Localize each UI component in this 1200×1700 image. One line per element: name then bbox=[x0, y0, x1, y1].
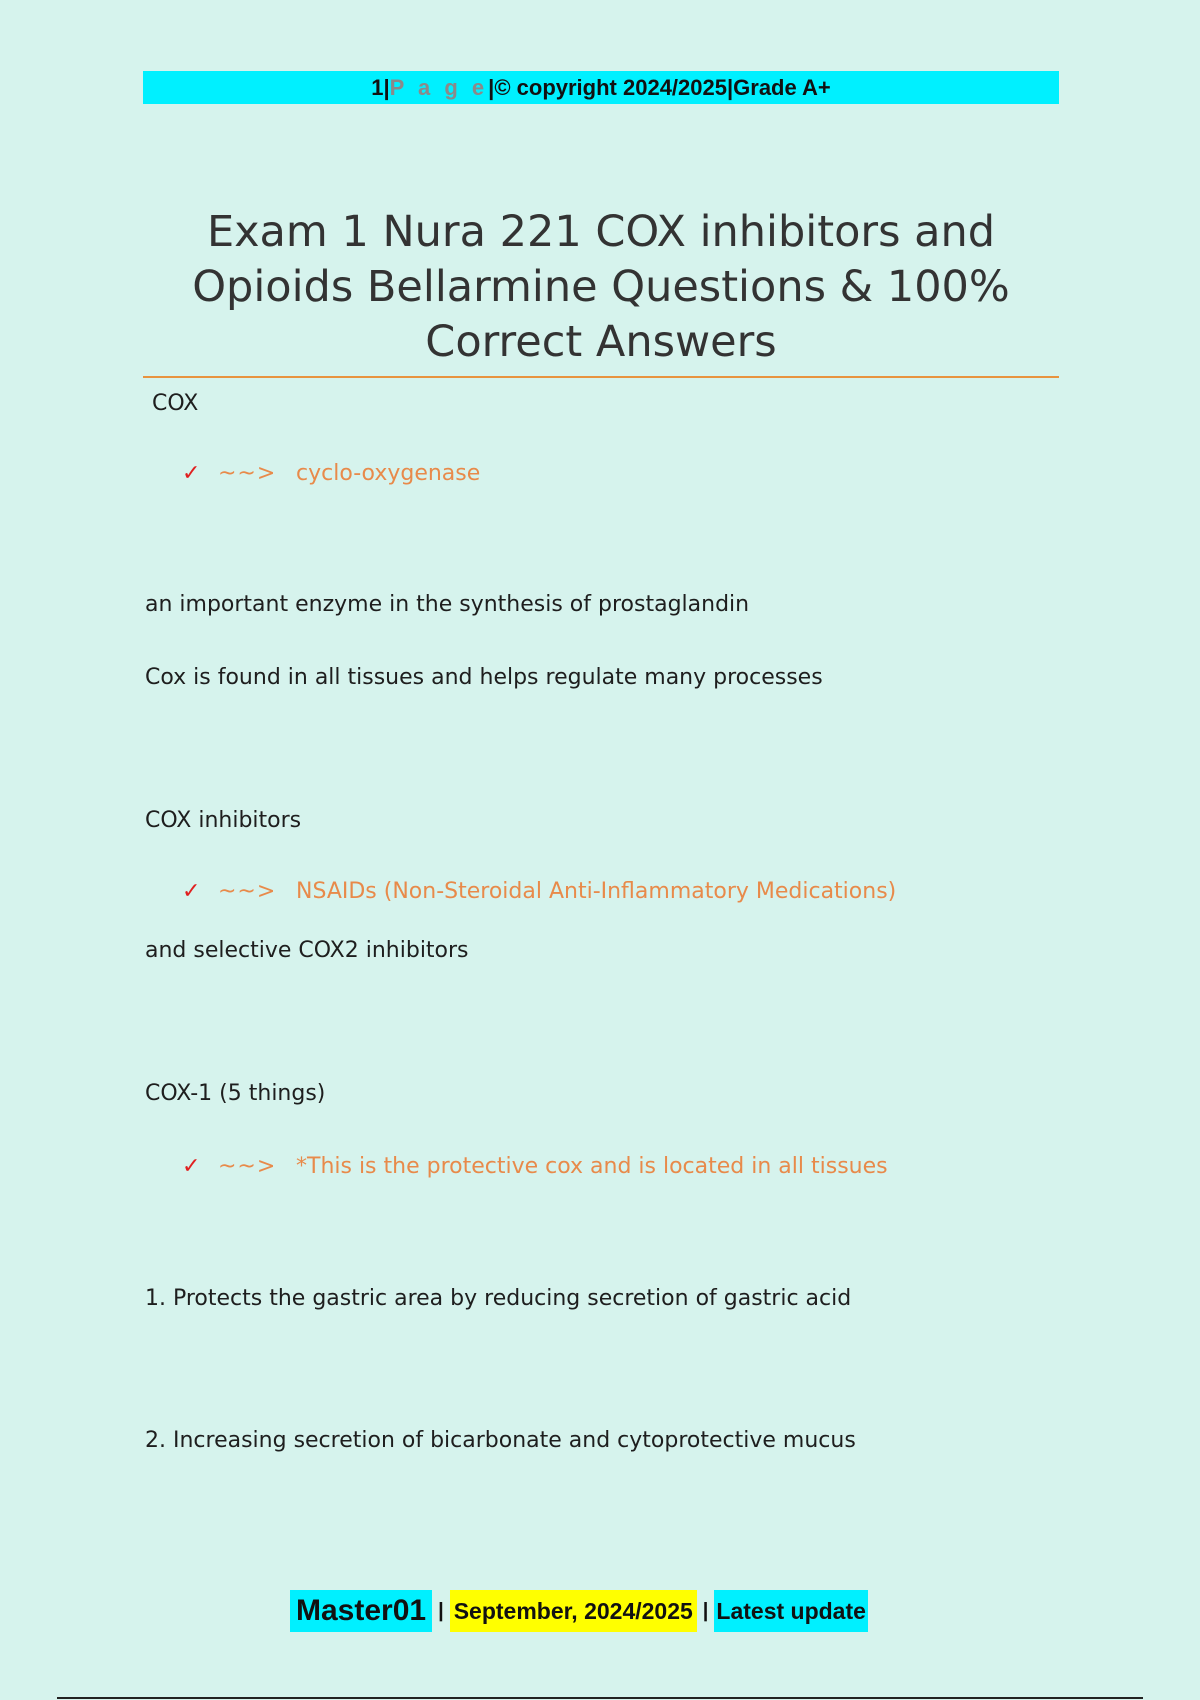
question-term: COX-1 (5 things) bbox=[145, 1081, 326, 1106]
footer-date: September, 2024/2025 bbox=[450, 1590, 697, 1632]
copyright-text: © copyright 2024/2025 bbox=[494, 74, 727, 100]
arrow-icon: ~~> bbox=[218, 461, 277, 486]
question-term: COX bbox=[152, 391, 199, 416]
title-line: Correct Answers bbox=[425, 317, 777, 367]
footer-update: Latest update bbox=[714, 1590, 868, 1632]
footer-separator: | bbox=[702, 1599, 709, 1622]
checkmark-icon: ✓ bbox=[182, 1154, 201, 1179]
answer-detail: an important enzyme in the synthesis of prostaglandin bbox=[145, 592, 750, 617]
answer-text: NSAIDs (Non-Steroidal Anti-Inflammatory Medications) bbox=[296, 879, 897, 904]
title-line: Exam 1 Nura 221 COX inhibitors and bbox=[206, 207, 996, 257]
list-item: 1. Protects the gastric area by reducing secretion of gastric acid bbox=[145, 1286, 852, 1311]
answer-line bbox=[182, 879, 896, 904]
header-separator: | bbox=[488, 74, 495, 100]
header-separator: | bbox=[383, 74, 390, 100]
bottom-divider bbox=[57, 1697, 1143, 1699]
answer-detail: and selective COX2 inhibitors bbox=[145, 938, 469, 963]
arrow-icon: ~~> bbox=[218, 1154, 277, 1179]
answer-line bbox=[182, 461, 480, 486]
title-line: Opioids Bellarmine Questions & 100% bbox=[192, 262, 1010, 312]
checkmark-icon: ✓ bbox=[182, 879, 201, 904]
document-title bbox=[143, 205, 1059, 370]
page-word: P a g e bbox=[389, 74, 489, 100]
answer-line bbox=[182, 1154, 888, 1179]
question-term: COX inhibitors bbox=[145, 808, 302, 833]
answer-text: *This is the protective cox and is located in all tissues bbox=[296, 1154, 888, 1179]
checkmark-icon: ✓ bbox=[182, 461, 201, 486]
arrow-icon: ~~> bbox=[218, 879, 277, 904]
title-divider bbox=[143, 376, 1059, 378]
footer-separator: | bbox=[438, 1599, 444, 1622]
answer-detail: Cox is found in all tissues and helps regulate many processes bbox=[145, 665, 823, 690]
header-separator: | bbox=[726, 74, 734, 100]
page-number: 1 bbox=[371, 74, 384, 100]
page-header bbox=[143, 71, 1059, 104]
answer-text: cyclo-oxygenase bbox=[296, 461, 481, 486]
grade-text: Grade A+ bbox=[733, 74, 831, 100]
footer-brand: Master01 bbox=[290, 1590, 432, 1632]
page-footer bbox=[290, 1590, 868, 1632]
list-item: 2. Increasing secretion of bicarbonate and cytoprotective mucus bbox=[145, 1428, 856, 1453]
